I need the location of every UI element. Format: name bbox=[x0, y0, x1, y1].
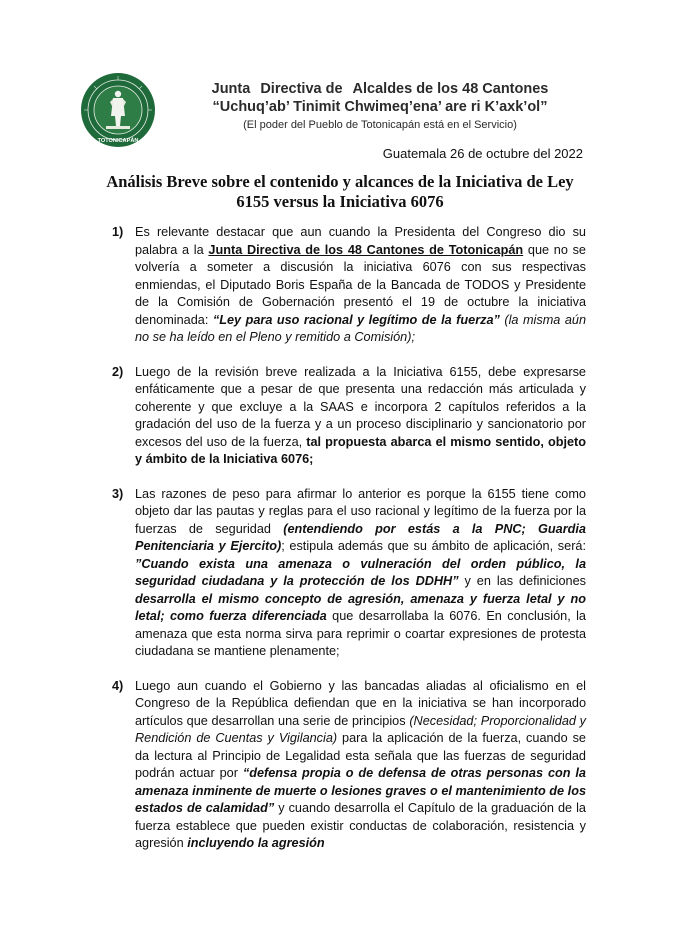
numbered-list bbox=[112, 224, 586, 870]
letterhead-motto-translation: (El poder del Pueblo de Totonicapán está en el Servicio) bbox=[243, 119, 517, 131]
logo-text: TOTONICAPÁN bbox=[97, 138, 139, 144]
letterhead-line1: Junta Directiva de Alcaldes de los 48 Cantones bbox=[211, 81, 549, 97]
list-item bbox=[112, 486, 586, 661]
document-title: Análisis Breve sobre el contenido y alcances de la Iniciativa de Ley 6155 versus la Iniciativa 6076 bbox=[106, 172, 574, 211]
letterhead bbox=[175, 80, 585, 133]
list-item-number: 4) bbox=[112, 678, 124, 693]
list-item-number: 1) bbox=[112, 225, 124, 239]
list-item bbox=[112, 364, 586, 469]
list-item-text: Es relevante destacar que aun cuando la Presidenta del Congreso dio su palabra a la Junta Directiva de los 48 Cantones de Totonicapán que no se volvería a someter a discusión la iniciativa 6076 con sus respectivas enmiendas, el Diputado Boris España de la Bancada de TODOS y Presidente de la Comisión de Gobernación presentó el 19 de octubre la iniciativa denominada: “Ley para uso racional y legítimo de la fuerza” (la misma aún no se ha leído en el Pleno y remitido a Comisión); bbox=[135, 225, 587, 344]
letterhead-motto: “Uchuq’ab’ Tinimit Chwimeq’ena’ are ri K’axk’ol” bbox=[212, 99, 548, 115]
list-item bbox=[112, 678, 586, 853]
list-item-text: Luego aun cuando el Gobierno y las bancadas aliadas al oficialismo en el Congreso de la República defiendan que en la iniciativa se han incorporado artículos que desarrollan una serie de principios (Necesidad; Proporcionalidad y Rendición de Cuentas y Vigilancia) para la aplicación de la fuerza, cuando se da lectura al Principio de Legalidad esta señala que las fuerzas de seguridad podrán actuar por “defensa propia o de defensa de otras personas con la amenaza inminente de muerte o lesiones graves o el mantenimiento de los estados de calamidad” y cuando desarrolla el Capítulo de la graduación de la fuerza establece que pueden existir conductas de colaboración, resistencia y agresión incluyendo la agresión bbox=[135, 678, 587, 850]
list-item-number: 3) bbox=[112, 486, 124, 501]
list-item-text: Las razones de peso para afirmar lo anterior es porque la 6155 tiene como objeto dar las pautas y reglas para el uso racional y legítimo de la fuerza por la fuerzas de seguridad (entendiendo por estás a la PNC; Guardia Penitenciaria y Ejercito); estipula además que su ámbito de aplicación, será: ”Cuando exista una amenaza o vulneración del orden público, la seguridad ciudadana y la protección de los DDHH” y en las definiciones desarrolla el mismo concepto de agresión, amenaza y fuerza letal y no letal; como fuerza diferenciada que desarrollaba la 6076. En conclusión, la amenaza que esta norma sirva para reprimir o coartar expresiones de protesta ciudadana se mantiene plenamente; bbox=[135, 486, 587, 658]
list-item-number: 2) bbox=[112, 364, 124, 379]
list-item bbox=[112, 224, 586, 347]
municipal-seal-logo-icon bbox=[80, 72, 156, 148]
list-item-text: Luego de la revisión breve realizada a la Iniciativa 6155, debe expresarse enfáticamente que a pesar de que presenta una redacción más articulada y coherente y que excluye a la SAAS e incorpora 2 capítulos referidos a la gradación del uso de la fuerza y a un proceso disciplinario y sancionatorio por excesos del uso de la fuerza, tal propuesta abarca el mismo sentido, objeto y ámbito de la Iniciativa 6076; bbox=[135, 364, 587, 466]
document-date: Guatemala 26 de octubre del 2022 bbox=[382, 146, 583, 161]
